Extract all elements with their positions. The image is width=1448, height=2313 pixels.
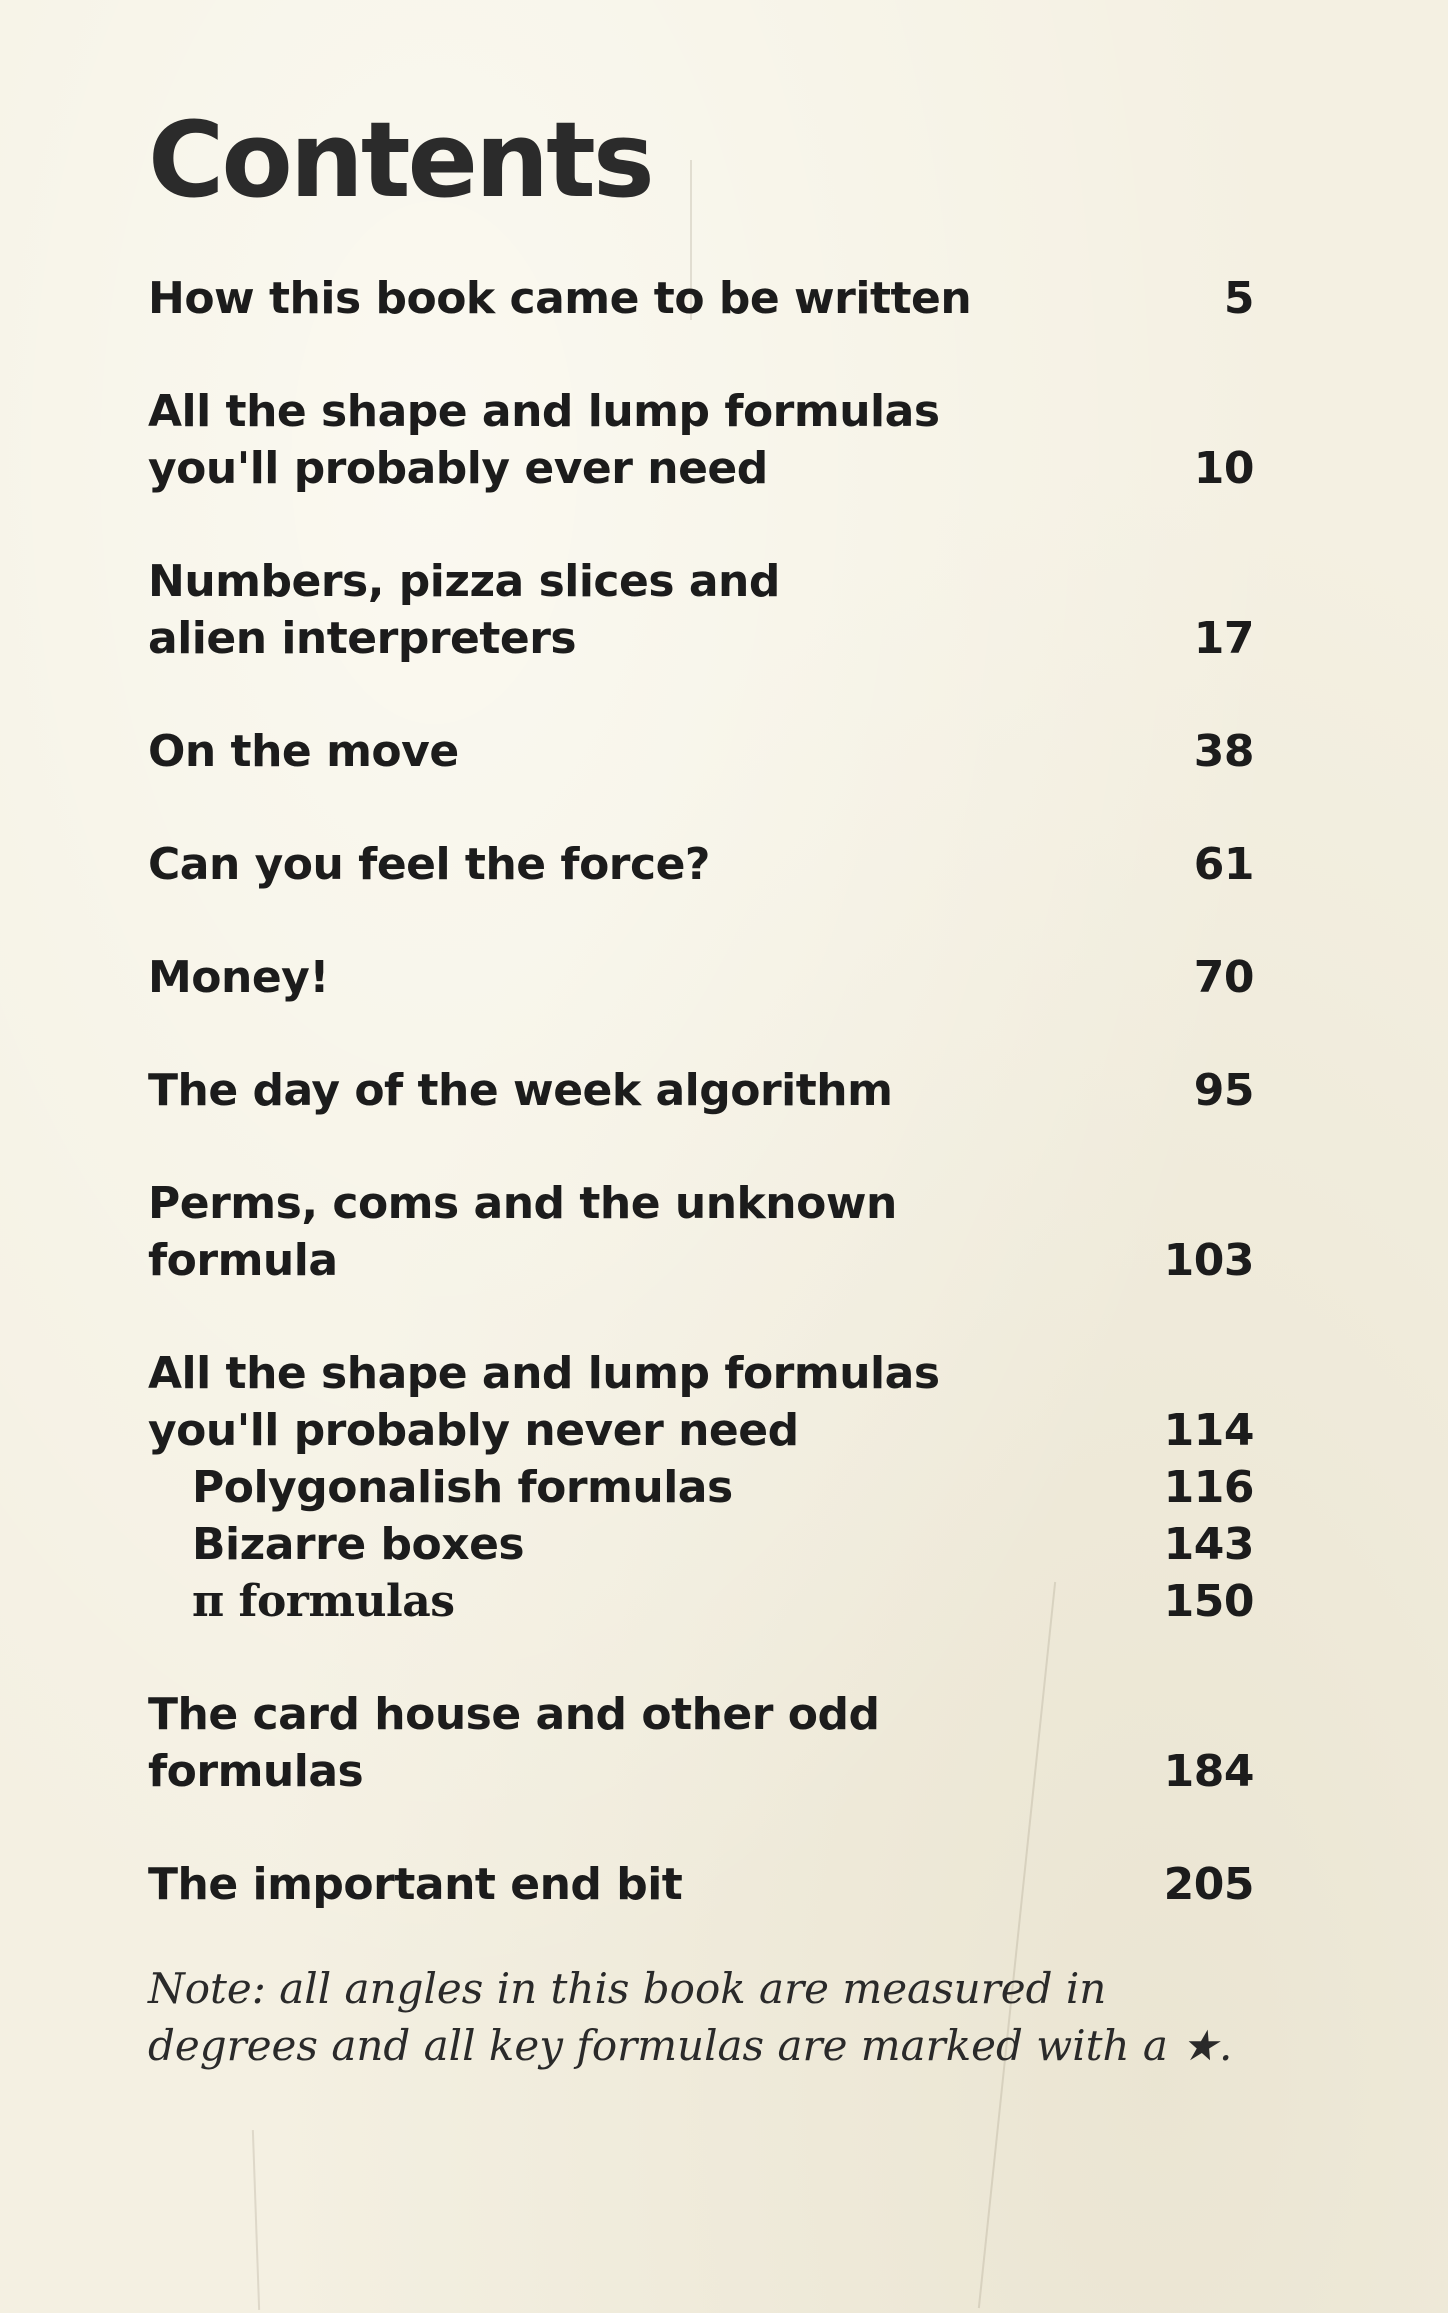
toc-entry[interactable] (148, 949, 1254, 1006)
toc-entry-page: 184 (1163, 1746, 1254, 1797)
toc-entry-label: Money! (148, 952, 329, 1003)
toc-entry[interactable] (148, 553, 1254, 667)
page-title: Contents (148, 99, 652, 221)
toc-entry[interactable] (148, 836, 1254, 893)
toc-entry-page: 17 (1193, 613, 1254, 664)
toc-entry-page: 95 (1193, 1065, 1254, 1116)
table-of-contents (148, 270, 1254, 1913)
toc-entry-label: The card house and other odd formulas (148, 1689, 880, 1797)
toc-entry-label: Numbers, pizza slices and alien interpreters (148, 556, 780, 664)
toc-subentry-label: π formulas (192, 1576, 455, 1627)
toc-entry[interactable] (148, 1175, 1254, 1289)
toc-subentry-page: 116 (1163, 1462, 1254, 1513)
toc-entry-label: All the shape and lump formulas you'll probably ever need (148, 386, 940, 494)
toc-subentry[interactable] (148, 1459, 1254, 1516)
toc-entry-page: 61 (1193, 839, 1254, 890)
toc-subentry-page: 143 (1163, 1519, 1254, 1570)
toc-entry[interactable] (148, 1856, 1254, 1913)
toc-entry-page: 10 (1193, 443, 1254, 494)
toc-subentry-label: Polygonalish formulas (192, 1462, 733, 1513)
toc-entry-page: 114 (1163, 1405, 1254, 1456)
toc-subentry-label: Bizarre boxes (192, 1519, 525, 1570)
toc-subentry[interactable] (148, 1573, 1254, 1630)
toc-entry-label: Perms, coms and the unknown formula (148, 1178, 897, 1286)
toc-entry-label: Can you feel the force? (148, 839, 710, 890)
toc-entry[interactable] (148, 723, 1254, 780)
toc-entry-page: 103 (1163, 1235, 1254, 1286)
toc-entry-page: 5 (1223, 273, 1254, 324)
toc-subentry-page: 150 (1163, 1576, 1254, 1627)
toc-entry-page: 38 (1193, 726, 1254, 777)
toc-entry[interactable] (148, 1062, 1254, 1119)
toc-entry[interactable] (148, 1345, 1254, 1459)
toc-entry[interactable] (148, 1686, 1254, 1800)
toc-entry[interactable] (148, 383, 1254, 497)
toc-entry[interactable] (148, 270, 1254, 327)
footnote: Note: all angles in this book are measured in degrees and all key formulas are marked with a ★. (148, 1964, 1233, 2070)
toc-entry-label: The day of the week algorithm (148, 1065, 893, 1116)
toc-subentry[interactable] (148, 1516, 1254, 1573)
toc-entry-page: 70 (1193, 952, 1254, 1003)
toc-entry-label: The important end bit (148, 1859, 683, 1910)
toc-entry-label: On the move (148, 726, 459, 777)
toc-entry-label: How this book came to be written (148, 273, 972, 324)
toc-entry-label: All the shape and lump formulas you'll probably never need (148, 1348, 940, 1456)
page-crease (252, 2130, 260, 2310)
toc-entry-page: 205 (1163, 1859, 1254, 1910)
